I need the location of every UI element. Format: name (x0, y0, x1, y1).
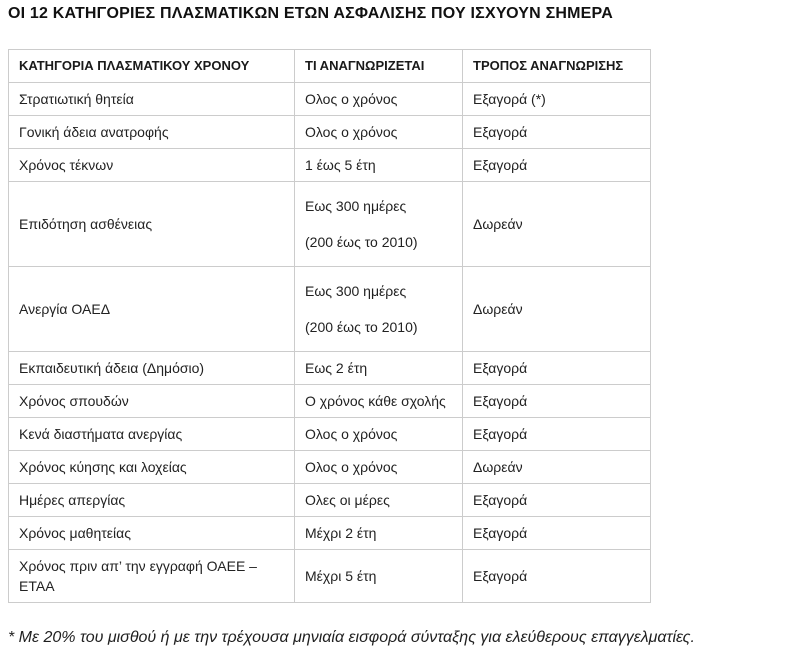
what-cell-line: (200 έως το 2010) (305, 234, 418, 250)
what-cell-line: (200 έως το 2010) (305, 319, 418, 335)
method-cell: Εξαγορά (463, 517, 651, 550)
method-cell: Εξαγορά (463, 385, 651, 418)
category-cell: Γονική άδεια ανατροφής (9, 116, 295, 149)
method-cell: Εξαγορά (463, 116, 651, 149)
what-cell: Μέχρι 5 έτη (295, 550, 463, 603)
table-row (9, 385, 651, 418)
table-row (9, 484, 651, 517)
table-row (9, 352, 651, 385)
category-cell: Ανεργία ΟΑΕΔ (9, 267, 295, 352)
header-what-recognized: ΤΙ ΑΝΑΓΝΩΡΙΖΕΤΑΙ (295, 50, 463, 83)
category-cell: Επιδότηση ασθένειας (9, 182, 295, 267)
table-row (9, 451, 651, 484)
what-cell-line: Εως 300 ημέρες (305, 198, 407, 214)
category-cell: Χρόνος μαθητείας (9, 517, 295, 550)
what-cell: Εως 2 έτη (295, 352, 463, 385)
what-cell: Ολος ο χρόνος (295, 83, 463, 116)
method-cell: Δωρεάν (463, 451, 651, 484)
category-cell: Ημέρες απεργίας (9, 484, 295, 517)
method-cell: Εξαγορά (463, 149, 651, 182)
method-cell: Εξαγορά (463, 352, 651, 385)
what-cell: Ο χρόνος κάθε σχολής (295, 385, 463, 418)
table-row (9, 182, 651, 267)
category-cell: Χρόνος πριν απ’ την εγγραφή ΟΑΕΕ – ΕΤΑΑ (9, 550, 295, 603)
method-cell: Εξαγορά (463, 418, 651, 451)
method-cell: Εξαγορά (463, 484, 651, 517)
table-row (9, 517, 651, 550)
what-cell: Ολες οι μέρες (295, 484, 463, 517)
table-row (9, 418, 651, 451)
footnote: * Με 20% του μισθού ή με την τρέχουσα μηνιαία εισφορά σύνταξης για ελεύθερους επαγγελματίες. (8, 629, 695, 646)
category-cell: Χρόνος σπουδών (9, 385, 295, 418)
what-cell: Μέχρι 2 έτη (295, 517, 463, 550)
what-cell: Ολος ο χρόνος (295, 451, 463, 484)
method-cell: Δωρεάν (463, 267, 651, 352)
fictitious-years-table (8, 49, 651, 603)
category-cell: Χρόνος κύησης και λοχείας (9, 451, 295, 484)
what-cell (295, 267, 463, 352)
what-cell (295, 182, 463, 267)
category-cell: Χρόνος τέκνων (9, 149, 295, 182)
category-cell: Κενά διαστήματα ανεργίας (9, 418, 295, 451)
what-cell-line: Εως 300 ημέρες (305, 283, 407, 299)
method-cell: Δωρεάν (463, 182, 651, 267)
header-category: ΚΑΤΗΓΟΡΙΑ ΠΛΑΣΜΑΤΙΚΟΥ ΧΡΟΝΟΥ (9, 50, 295, 83)
table-row (9, 83, 651, 116)
page-title: ΟΙ 12 ΚΑΤΗΓΟΡΙΕΣ ΠΛΑΣΜΑΤΙΚΩΝ ΕΤΩΝ ΑΣΦΑΛΙΣΗΣ ΠΟΥ ΙΣΧΥΟΥΝ ΣΗΜΕΡΑ (8, 5, 613, 22)
category-cell: Στρατιωτική θητεία (9, 83, 295, 116)
what-cell: Ολος ο χρόνος (295, 418, 463, 451)
what-cell: Ολος ο χρόνος (295, 116, 463, 149)
table-row (9, 116, 651, 149)
table-header-row (9, 50, 651, 83)
method-cell: Εξαγορά (*) (463, 83, 651, 116)
method-cell: Εξαγορά (463, 550, 651, 603)
table-row (9, 550, 651, 603)
what-cell: 1 έως 5 έτη (295, 149, 463, 182)
category-cell: Εκπαιδευτική άδεια (Δημόσιο) (9, 352, 295, 385)
table-row (9, 267, 651, 352)
table-row (9, 149, 651, 182)
header-recognition-method: ΤΡΟΠΟΣ ΑΝΑΓΝΩΡΙΣΗΣ (463, 50, 651, 83)
